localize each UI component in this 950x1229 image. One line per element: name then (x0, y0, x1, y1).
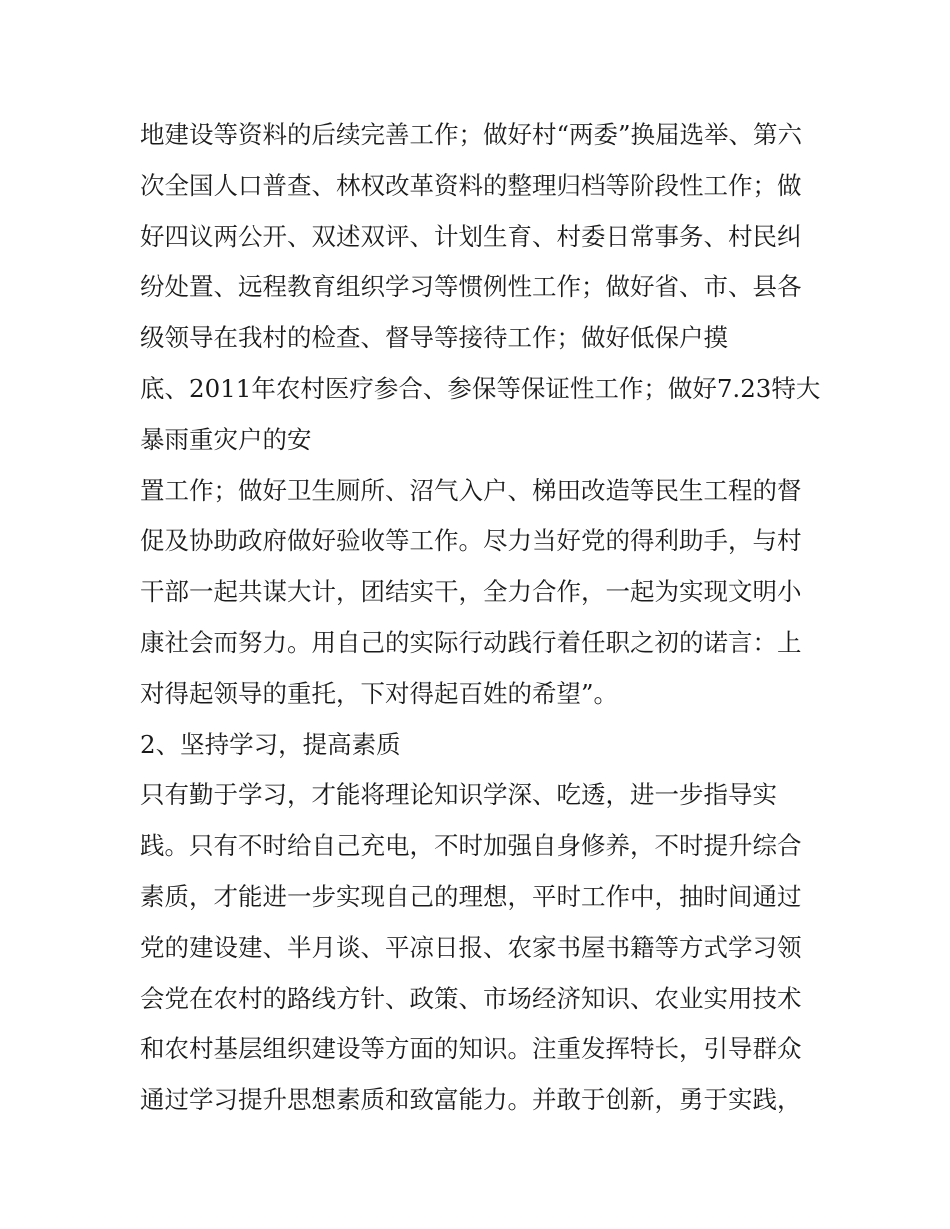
text-line: 好四议两公开、双述双评、计划生育、村委日常事务、村民纠 (140, 221, 802, 251)
text-line: 素质，才能进一步实现自己的理想，平时工作中，抽时间通过 (140, 881, 802, 911)
text-line: 和农村基层组织建设等方面的知识。注重发挥特长，引导群众 (140, 1034, 802, 1064)
text-line: 置工作；做好卫生厕所、沼气入户、梯田改造等民生工程的督 (140, 475, 802, 505)
text-line: 通过学习提升思想素质和致富能力。并敢于创新，勇于实践， (140, 1085, 802, 1115)
text-line: 干部一起共谋大计，团结实干，全力合作，一起为实现文明小 (140, 577, 802, 607)
text-line: 只有勤于学习，才能将理论知识学深、吃透，进一步指导实 (140, 780, 777, 810)
text-line: 地建设等资料的后续完善工作；做好村“两委”换届选举、第六 (140, 120, 803, 149)
text-line: 底、2011年农村医疗参合、参保等保证性工作；做好7.23特大 (140, 373, 821, 403)
text-line: 级领导在我村的检查、督导等接待工作；做好低保户摸 (140, 323, 728, 353)
section-heading: 2、坚持学习，提高素质 (140, 729, 401, 759)
document-body (140, 110, 830, 1126)
text-line: 纷处置、远程教育组织学习等惯例性工作；做好省、市、县各 (140, 272, 802, 302)
text-line: 党的建设建、半月谈、平凉日报、农家书屋书籍等方式学习领 (140, 932, 802, 962)
text-line: 次全国人口普查、林权改革资料的整理归档等阶段性工作；做 (140, 170, 802, 200)
text-line: 践。只有不时给自己充电，不时加强自身修养，不时提升综合 (140, 831, 802, 861)
text-line: 会党在农村的路线方针、政策、市场经济知识、农业实用技术 (140, 983, 802, 1013)
text-line: 促及协助政府做好验收等工作。尽力当好党的得利助手，与村 (140, 526, 802, 556)
text-line: 对得起领导的重托，下对得起百姓的希望”。 (140, 678, 619, 708)
text-line: 康社会而努力。用自己的实际行动践行着任职之初的诺言：上 (140, 627, 802, 657)
text-line: 暴雨重灾户的安 (140, 424, 312, 454)
